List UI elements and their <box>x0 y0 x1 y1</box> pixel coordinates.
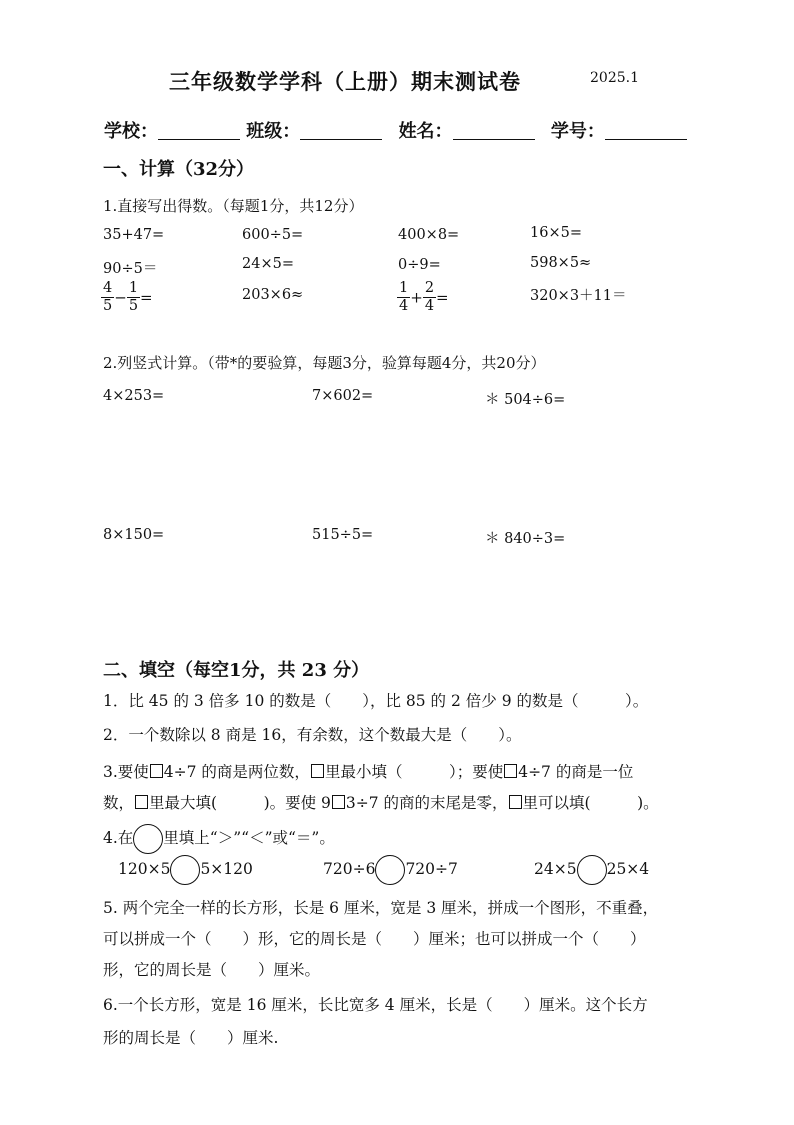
circle-icon <box>133 824 163 854</box>
part2-title: 2.列竖式计算。（带*的要验算，每题3分，验算每题4分，共20分） <box>103 354 546 372</box>
school-label: 学校： <box>104 121 158 142</box>
comparison-row: 120×5 5×120 <box>118 855 253 885</box>
fill-question-3-line1: 3.要使 4÷7 的商是两位数， 里最小填（ ）；要使 4÷7 的商是一位 <box>103 763 634 781</box>
compare-circle[interactable] <box>170 855 200 885</box>
vertical-calc-item: 7×602= <box>312 388 374 404</box>
id-blank[interactable] <box>605 121 687 140</box>
name-blank[interactable] <box>453 121 535 140</box>
class-label: 班级： <box>246 121 301 142</box>
fraction-expression-c: $\frac{1}{4}$ + $\frac{2}{4}$ = <box>399 280 449 314</box>
blank-square <box>311 764 324 778</box>
student-info-row <box>104 117 687 143</box>
vertical-calc-item: 4×253= <box>103 388 165 404</box>
school-blank[interactable] <box>158 121 240 140</box>
calc-item: 600÷5= <box>242 227 304 243</box>
fraction: $\frac{2}{4}$ <box>424 280 435 314</box>
vertical-calc-item: 8×150= <box>103 527 165 543</box>
fill-question-1: 1．比 45 的 3 倍多 10 的数是（ ），比 85 的 2 倍少 9 的数是（ ）。 <box>103 692 649 710</box>
fraction: $\frac{1}{5}$ <box>128 280 139 314</box>
calc-item: 16×5= <box>530 225 582 241</box>
calc-item: 35+47= <box>103 227 165 243</box>
blank-square <box>150 764 163 778</box>
calc-item: 320×3＋11＝ <box>530 288 627 304</box>
blank-square <box>509 795 522 809</box>
class-blank[interactable] <box>300 121 382 140</box>
fill-question-6-line1: 6.一个长方形，宽是 16 厘米，长比宽多 4 厘米，长是（ ）厘米。这个长方 <box>103 996 648 1014</box>
fill-question-5-line2: 可以拼成一个（ ）形，它的周长是（ ）厘米；也可以拼成一个（ ） <box>103 930 646 948</box>
vertical-calc-item: ＊ 504÷6= <box>485 392 566 408</box>
id-label: 学号： <box>550 121 605 142</box>
calc-item: 598×5≈ <box>530 255 592 271</box>
comparison-row: 720÷6 720÷7 <box>323 855 458 885</box>
fill-question-3-line2: 数， 里最大填( )。要使 9 3÷7 的商的末尾是零， 里可以填( )。 <box>103 794 659 812</box>
section1-title: 一、计算（32分） <box>103 159 255 180</box>
comparison-row: 24×5 25×4 <box>534 855 649 885</box>
fill-question-2: 2．一个数除以 8 商是 16，有余数，这个数最大是（ ）。 <box>103 726 522 744</box>
blank-square <box>332 795 345 809</box>
fraction-expression-a: $\frac{4}{5}$ − $\frac{1}{5}$ = <box>103 280 153 314</box>
fill-question-4: 4.在 里填上“＞”“＜”或“＝”。 <box>103 824 335 854</box>
compare-circle[interactable] <box>375 855 405 885</box>
fraction: $\frac{1}{4}$ <box>399 280 409 314</box>
calc-item: 24×5= <box>242 256 294 272</box>
calc-item: 203×6≈ <box>242 287 304 303</box>
calc-item: 400×8= <box>398 227 460 243</box>
calc-item: 90÷5＝ <box>103 261 158 277</box>
blank-square <box>504 764 517 778</box>
fill-question-6-line2: 形的周长是（ ）厘米. <box>103 1029 279 1047</box>
exam-date: 2025.1 <box>590 70 639 86</box>
compare-circle[interactable] <box>577 855 607 885</box>
name-label: 姓名： <box>398 121 453 142</box>
section2-title: 二、填空（每空1分，共 23 分） <box>103 660 370 681</box>
fraction: $\frac{4}{5}$ <box>103 280 113 314</box>
fill-question-5-line3: 形，它的周长是（ ）厘米。 <box>103 961 321 979</box>
vertical-calc-item: ＊ 840÷3= <box>485 531 566 547</box>
fill-question-5-line1: 5. 两个完全一样的长方形，长是 6 厘米，宽是 3 厘米，拼成一个图形，不重叠， <box>103 899 659 917</box>
blank-square <box>135 795 148 809</box>
vertical-calc-item: 515÷5= <box>312 527 374 543</box>
calc-item: 0÷9= <box>398 257 441 273</box>
part1-title: 1.直接写出得数。（每题1分，共12分） <box>103 197 364 215</box>
exam-title: 三年级数学学科（上册）期末测试卷 <box>169 69 521 94</box>
